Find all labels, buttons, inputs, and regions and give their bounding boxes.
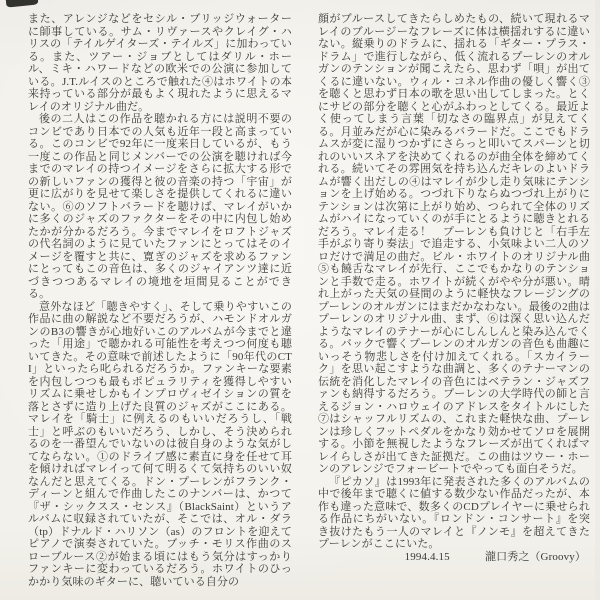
signature-line — [318, 551, 590, 564]
signature-author: 瀧口秀之（Groovy） — [484, 550, 586, 563]
scan-edge-shade — [595, 0, 600, 600]
signature-date: 1994.4.15 — [404, 550, 450, 563]
paragraph: 意外なほど「聴きやすく」、そして乗りやすいこの作品に曲の解説など不要だろうが、ハモンドオルガンのB3の響きが心地好いこのアルバムが今までと違った「用途」で聴かれる可能性を考えつつ何度も聴いてきた。その意味で前述したように「90年代のCTI」といったら叱られるだろうか。ファンキーな要素を内包しつつも最もポピュラリティを獲得しやすいリズムに乗せしかもインプロヴィゼイションの質を落とさずに造り上げた良質のジャズがここにある。マレイを「騎士」に例えるのもいいだろうし、「戦士」と呼ぶのもいいだろう、しかし、そう決められるのを一番望んでいないのは彼自身のような気がしてならない。①のドライブ感に素直に身を任せて耳を傾ければマレイって何て明るくて気持ちのいい奴なんだと思えてくる。ドン・プーレンがフランク・ディーンと組んで作曲したこのナンバーは、かつて『ザ・シックスス・センス』（BlackSaint）というアルバムに収録されていたが、そこでは、オル・ダラ（tp）ドナルド・ハリソン（as）のフロントを迎えてピアノで演奏されていた。ブッチ・モリス作曲のスローブルース②が始まる頃にはもう気分はすっかりファンキーに変わっているだろう。ホワイトのひっかかり気味のギターに、聴いている自分の — [28, 300, 292, 588]
ink-smudge — [6, 0, 39, 8]
paragraph: 後の二人はこの作品を聴かれる方には説明不要のコンビであり日本での人気も近年一段と高まっている。このコンビで92年に一度来日しているが、もう一度この作品と同じメンバーでの公演を聴ければ今までのマレイの持つイメージをさらに拡大する形での新しいファンの獲得と彼の音楽の持つ「宇宙」が更に広がりを見せて楽しさを提供してくれるに違いない。⑥のソフトバラードを聴けば、マレイがいかに多くのジャズのファクターをその中に内包し始めたかが分かるだろう。今までマレイをロフトジャズの代名詞のように見ていたファンにとってはそのイメージを覆すと共に、寛ぎのジャズを求めるファンにとってもこの音色は、多くのジャイアンツ達に近づきつつあるマレイの境地を垣間見ることができる。 — [28, 113, 292, 300]
text-column-right — [318, 13, 590, 563]
paragraph-continuation: また、アレンジなどをセシル・ブリッジウォーターに師事している。サム・リヴァースやクレイグ・ハリスの「テイルゲイターズ・テイルズ」に加わっている。また、ツアー・ジョブとしてはダリル・ホール、ミキ・ハワードなどの欧米での公演に参加している。J.T.ルイスのところで触れた④はホワイトの本来持っている部分が最もよく現れたように思えるマレイのオリジナル曲だ。 — [28, 13, 292, 113]
text-column-left — [28, 13, 292, 588]
paragraph-continuation: 顔がブルースしてきたらしめたもの、続いて現れるマレイのブルージーなフレーズに体は横揺れするに違いない。縦乗りのドラムに、揺れる「ギター・プラス・ドラム」で進行しながら、低く流れるプーレンのオルガンのテンションが聞こえたら、思わず「唄」が出てくるに違いない。ウィル・コネル作曲の優しく響く③を聴くと思わず日本の歌を思い出してしまった。とくにサビの部分を聴くと心がふわっとしてくる。最近よく使ってしまう言葉「切なさの臨界点」が見えてくる。月並みだが心に染みるバラードだ。ここでもドラムスが変に湿りつかずにさらっと叩いてスパーンと切れのいいスネアを決めてくれるのが曲全体を締めてくれる。続いてその雰囲気を持ち込んだキレのよいドラムが響く出だしの④はマレイが少し走り気味にテンションを上げ始める。つづれ下りならぬつづれ上がりにテンションは次第に上がり始め、つられて全体のリズムがハイになっていくのが手にとるように聴きとれるだろう。マレイ走る！ プーレンも負けじと「右手左手がぶり寄り奏法」で追走する、小気味よい二人のソロだけで満足の曲だ。ビル・ホワイトのオリジナル曲⑤も饒舌なマレイが先行、ここでもかなりのテンションと手数で走る。ホワイトが続くがやや分が悪い。晴れ上がった天気の昼間のように軽快なフレージングのプーレンのオルガンにはまだかなわない。最後の2曲はプーレンのオリジナル曲、まず、⑥は深く思い込んだようなマレイのテナーが心にしんしんと染み込んでくる。バックで響くプーレンのオルガンの音色も曲趣にいっそう物悲しさを付け加えてくれる。「スカイラーク」を思い起こすような曲調と、多くのテナーマンの伝統を消化したマレイの音色にはベテラン・ジャズファンも納得するだろう。プーレンの大学時代の師と言えるジョン・ハロウェイのアドレスをタイトルにした⑦はシャッフルリズムの、これまた軽快な曲、プーレンは珍しくフットペダルをかなり効かせてソロを展開する。小節を無視したようなフレーズが出てくればマレイらしさが出てきた証拠だ。この曲はツウー・ホーンのアレンジでフォービートでやっても面白そうだ。 — [318, 13, 590, 475]
paragraph: 『ピカソ』は1993年に発表された多くのアルバムの中で後年まで聴くに値する数少ない作品だったが、本作も違った意味で、数多くのCDプレイヤーに乗せられる作品にちがいない。『ロンドン・コンサート』を突き抜けたもう一人のマレイと『ノンモ』を超えてきたプーレンがここにいた。 — [318, 475, 590, 550]
